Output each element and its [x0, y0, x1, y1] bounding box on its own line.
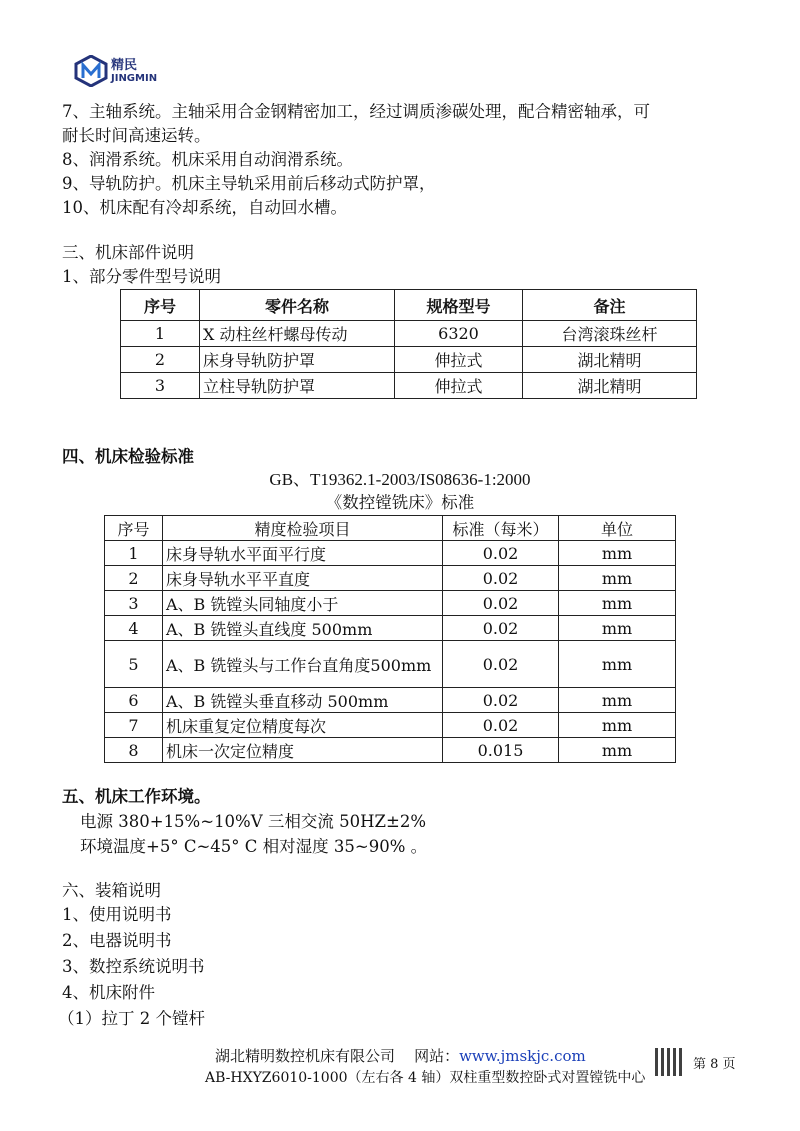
- logo-en: JINGMIN: [111, 72, 158, 84]
- cell: A、B 铣镗头垂直移动 500mm: [163, 688, 443, 713]
- footer-company: [215, 1045, 586, 1066]
- intro-line: 10、机床配有冷却系统，自动回水槽。: [62, 198, 347, 217]
- table-header-row: [105, 516, 676, 541]
- cell: A、B 铣镗头与工作台直角度500mm: [163, 641, 443, 688]
- parts-table: [120, 289, 697, 399]
- power-spec: 电源 380+15%~10%V 三相交流 50HZ±2%: [80, 812, 426, 831]
- logo-cn: 精民: [111, 57, 138, 73]
- intro-line: 耐长时间高速运转。: [62, 126, 211, 145]
- table-row: [105, 616, 676, 641]
- cell: 0.02: [443, 591, 559, 616]
- cell: 3: [121, 373, 200, 399]
- cell: mm: [559, 541, 676, 566]
- cell: 湖北精明: [523, 373, 697, 399]
- table-row: [105, 641, 676, 688]
- logo-icon: [74, 55, 108, 87]
- cell: mm: [559, 688, 676, 713]
- header-cell: 备注: [523, 290, 697, 321]
- cell: 5: [105, 641, 163, 688]
- header-cell: 单位: [559, 516, 676, 541]
- cell: 床身导轨水平平直度: [163, 566, 443, 591]
- cell: mm: [559, 616, 676, 641]
- header-cell: 标准（每米）: [443, 516, 559, 541]
- cell: 2: [121, 347, 200, 373]
- cell: A、B 铣镗头直线度 500mm: [163, 616, 443, 641]
- table-row: [121, 347, 697, 373]
- cell: 4: [105, 616, 163, 641]
- cell: 0.02: [443, 566, 559, 591]
- table-row: [105, 591, 676, 616]
- section3-subtitle: 1、部分零件型号说明: [62, 267, 221, 286]
- section3-title: 三、机床部件说明: [62, 243, 194, 262]
- cell: 6320: [395, 321, 523, 347]
- company-name: 湖北精明数控机床有限公司 网站：: [215, 1047, 460, 1065]
- list-item: 2、电器说明书: [62, 931, 172, 950]
- cell: 台湾滚珠丝杆: [523, 321, 697, 347]
- cell: 床身导轨水平面平行度: [163, 541, 443, 566]
- cell: mm: [559, 738, 676, 763]
- qr-code-icon: [655, 1048, 683, 1076]
- cell: 3: [105, 591, 163, 616]
- cell: mm: [559, 591, 676, 616]
- cell: mm: [559, 641, 676, 688]
- intro-line: 9、导轨防护。机床主导轨采用前后移动式防护罩，: [62, 174, 436, 193]
- footer-model: AB-HXYZ6010-1000（左右各 4 轴）双柱重型数控卧式对置镗铣中心: [205, 1070, 646, 1086]
- environment-spec: 环境温度+5° C~45° C 相对湿度 35~90% 。: [80, 837, 428, 856]
- header-cell: 零件名称: [200, 290, 395, 321]
- cell: 伸拉式: [395, 347, 523, 373]
- page-number: 第 8 页: [693, 1057, 736, 1072]
- table-row: [105, 688, 676, 713]
- cell: 伸拉式: [395, 373, 523, 399]
- cell: 0.02: [443, 616, 559, 641]
- cell: 湖北精明: [523, 347, 697, 373]
- table-row: [121, 373, 697, 399]
- table-header-row: [121, 290, 697, 321]
- section6-title: 六、装箱说明: [62, 881, 161, 900]
- cell: 1: [121, 321, 200, 347]
- list-item: （1）拉丁 2 个镗杆: [58, 1009, 205, 1028]
- intro-line: 8、润滑系统。机床采用自动润滑系统。: [62, 150, 353, 169]
- standard-name: 《数控镗铣床》标准: [325, 493, 475, 512]
- cell: mm: [559, 713, 676, 738]
- header-cell: 序号: [121, 290, 200, 321]
- cell: 8: [105, 738, 163, 763]
- intro-line: 7、主轴系统。主轴采用合金钢精密加工，经过调质渗碳处理，配合精密轴承，可: [62, 102, 650, 121]
- table-row: [105, 738, 676, 763]
- cell: 2: [105, 566, 163, 591]
- inspection-table: [104, 515, 676, 763]
- cell: 立柱导轨防护罩: [200, 373, 395, 399]
- section4-title: 四、机床检验标准: [62, 447, 194, 466]
- header-cell: 精度检验项目: [163, 516, 443, 541]
- table-row: [121, 321, 697, 347]
- cell: 7: [105, 713, 163, 738]
- cell: 0.02: [443, 713, 559, 738]
- cell: 0.02: [443, 641, 559, 688]
- cell: 机床一次定位精度: [163, 738, 443, 763]
- cell: A、B 铣镗头同轴度小于: [163, 591, 443, 616]
- cell: 床身导轨防护罩: [200, 347, 395, 373]
- cell: 1: [105, 541, 163, 566]
- header-cell: 规格型号: [395, 290, 523, 321]
- cell: X 动柱丝杆螺母传动: [200, 321, 395, 347]
- website-link[interactable]: www.jmskjc.com: [459, 1047, 586, 1065]
- cell: 6: [105, 688, 163, 713]
- company-logo: [74, 55, 157, 87]
- list-item: 1、使用说明书: [62, 905, 172, 924]
- header-cell: 序号: [105, 516, 163, 541]
- table-row: [105, 713, 676, 738]
- cell: 0.02: [443, 541, 559, 566]
- table-row: [105, 541, 676, 566]
- cell: 0.02: [443, 688, 559, 713]
- cell: 机床重复定位精度每次: [163, 713, 443, 738]
- section5-title: 五、机床工作环境。: [62, 787, 211, 806]
- list-item: 3、数控系统说明书: [62, 957, 205, 976]
- list-item: 4、机床附件: [62, 983, 155, 1002]
- standard-code: GB、T19362.1-2003/IS08636-1:2000: [269, 470, 531, 489]
- cell: mm: [559, 566, 676, 591]
- table-row: [105, 566, 676, 591]
- cell: 0.015: [443, 738, 559, 763]
